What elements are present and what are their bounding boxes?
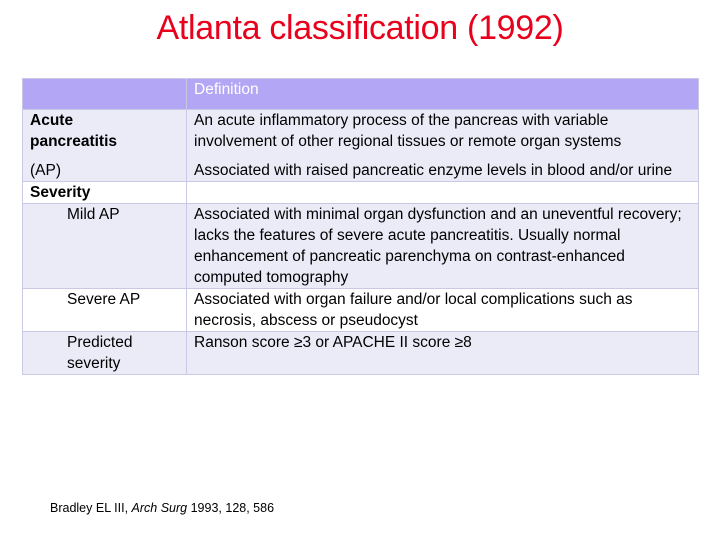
term-predicted-severity: Predicted severity (23, 332, 187, 375)
citation (50, 501, 274, 515)
classification-table (22, 78, 699, 375)
term-acute: Acute (30, 112, 74, 129)
citation-details: 1993, 128, 586 (190, 501, 275, 515)
severity-label: Severity (23, 182, 187, 204)
term-mild-ap: Mild AP (23, 204, 187, 289)
table-row-severe-ap (23, 289, 699, 332)
term-severe-ap: Severe AP (23, 289, 187, 332)
table-row-predicted-severity (23, 332, 699, 375)
table-row-mild-ap (23, 204, 699, 289)
header-empty-cell (23, 79, 187, 110)
table-row-acute-pancreatitis (23, 110, 699, 182)
severity-empty-cell (187, 182, 699, 204)
citation-journal: Arch Surg (131, 501, 188, 515)
definition-severe-ap: Associated with organ failure and/or local complications such as necrosis, abscess or pseudocyst (187, 289, 699, 332)
table-header-row (23, 79, 699, 110)
term-pancreatitis: pancreatitis (30, 133, 118, 150)
definition-text-1: An acute inflammatory process of the pancreas with variable involvement of other regional tissues or remote organ systems (194, 112, 622, 150)
table-row-severity (23, 182, 699, 204)
citation-authors: Bradley EL III, (50, 501, 129, 515)
definition-cell (187, 110, 699, 182)
definition-text-2: Associated with raised pancreatic enzyme levels in blood and/or urine (194, 162, 673, 179)
slide-title: Atlanta classification (1992) (156, 9, 564, 47)
header-definition: Definition (187, 79, 699, 110)
definition-predicted-severity: Ranson score ≥3 or APACHE II score ≥8 (187, 332, 699, 375)
term-abbrev: (AP) (30, 162, 61, 179)
definition-mild-ap: Associated with minimal organ dysfunction and an uneventful recovery; lacks the features of severe acute pancreatitis. Usually normal enhancement of pancreatic parenchyma on contrast-enhanced computed tomography (187, 204, 699, 289)
term-cell (23, 110, 187, 182)
